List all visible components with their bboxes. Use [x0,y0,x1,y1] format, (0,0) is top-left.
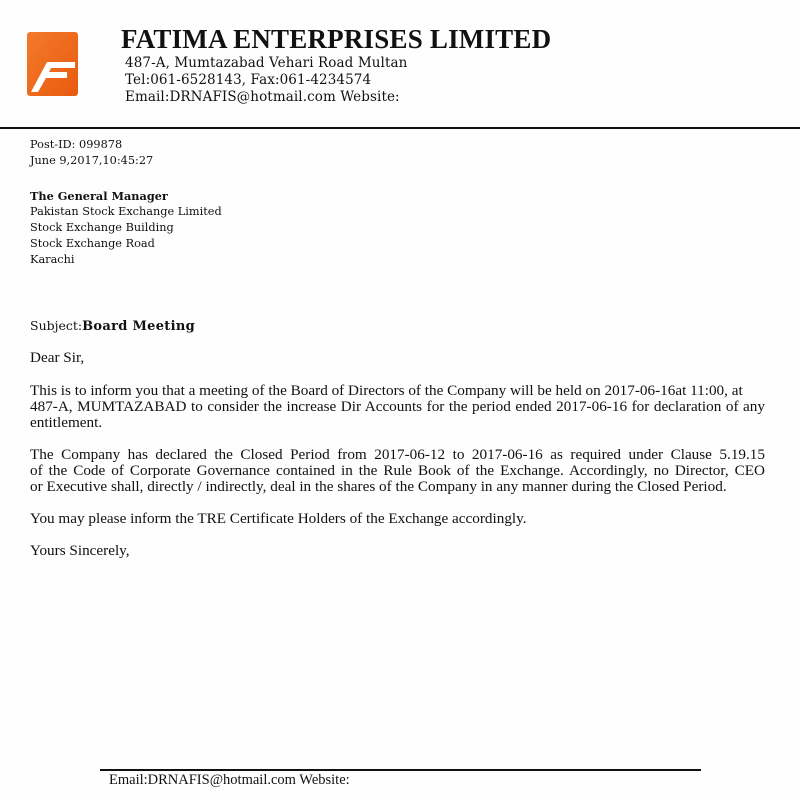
body-line: of the Code of Corporate Governance contained in the Rule Book of the Exchange. Accordingly, no Director, CEO [30,462,765,479]
company-name: FATIMA ENTERPRISES LIMITED [121,24,552,54]
closing: Yours Sincerely, [30,542,130,559]
salutation: Dear Sir, [30,349,85,366]
addressee-title: The General Manager [30,189,168,203]
company-email-website: Email:DRNAFIS@hotmail.com Website: [125,89,400,105]
subject-label: Subject: [30,318,83,333]
addressee-block [30,188,222,268]
header-divider [0,127,800,129]
addressee-line: Stock Exchange Road [30,237,155,250]
post-id: Post-ID: 099878 [30,138,123,151]
subject-value: Board Meeting [82,319,195,334]
company-address: 487-A, Mumtazabad Vehari Road Multan [125,55,408,71]
body-line: The Company has declared the Closed Period from 2017-06-12 to 2017-06-16 as required under Clause 5.19.15 [30,446,765,463]
footer-divider [100,769,701,771]
addressee-line: Stock Exchange Building [30,221,174,234]
body-line: 487-A, MUMTAZABAD to consider the increase Dir Accounts for the period ended 2017-06-16 for declaration of any [30,398,765,415]
subject-line [30,318,195,334]
letter-datetime: June 9,2017,10:45:27 [30,154,154,167]
company-logo [27,32,78,96]
addressee-line: Karachi [30,253,75,266]
body-line: This is to inform you that a meeting of the Board of Directors of the Company will be held on 2017-06-16at 11:00, at [30,382,743,399]
body-paragraph-2 [30,447,765,495]
body-paragraph-3: You may please inform the TRE Certificate Holders of the Exchange accordingly. [30,510,527,527]
body-line: entitlement. [30,414,103,431]
addressee-line: Pakistan Stock Exchange Limited [30,205,222,218]
footer-email-website: Email:DRNAFIS@hotmail.com Website: [109,772,350,788]
company-tel-fax: Tel:061-6528143, Fax:061-4234574 [125,72,372,88]
body-paragraph-1 [30,383,765,431]
body-line: or Executive shall, directly / indirectly, deal in the shares of the Company in any manner during the Closed Period. [30,478,727,495]
